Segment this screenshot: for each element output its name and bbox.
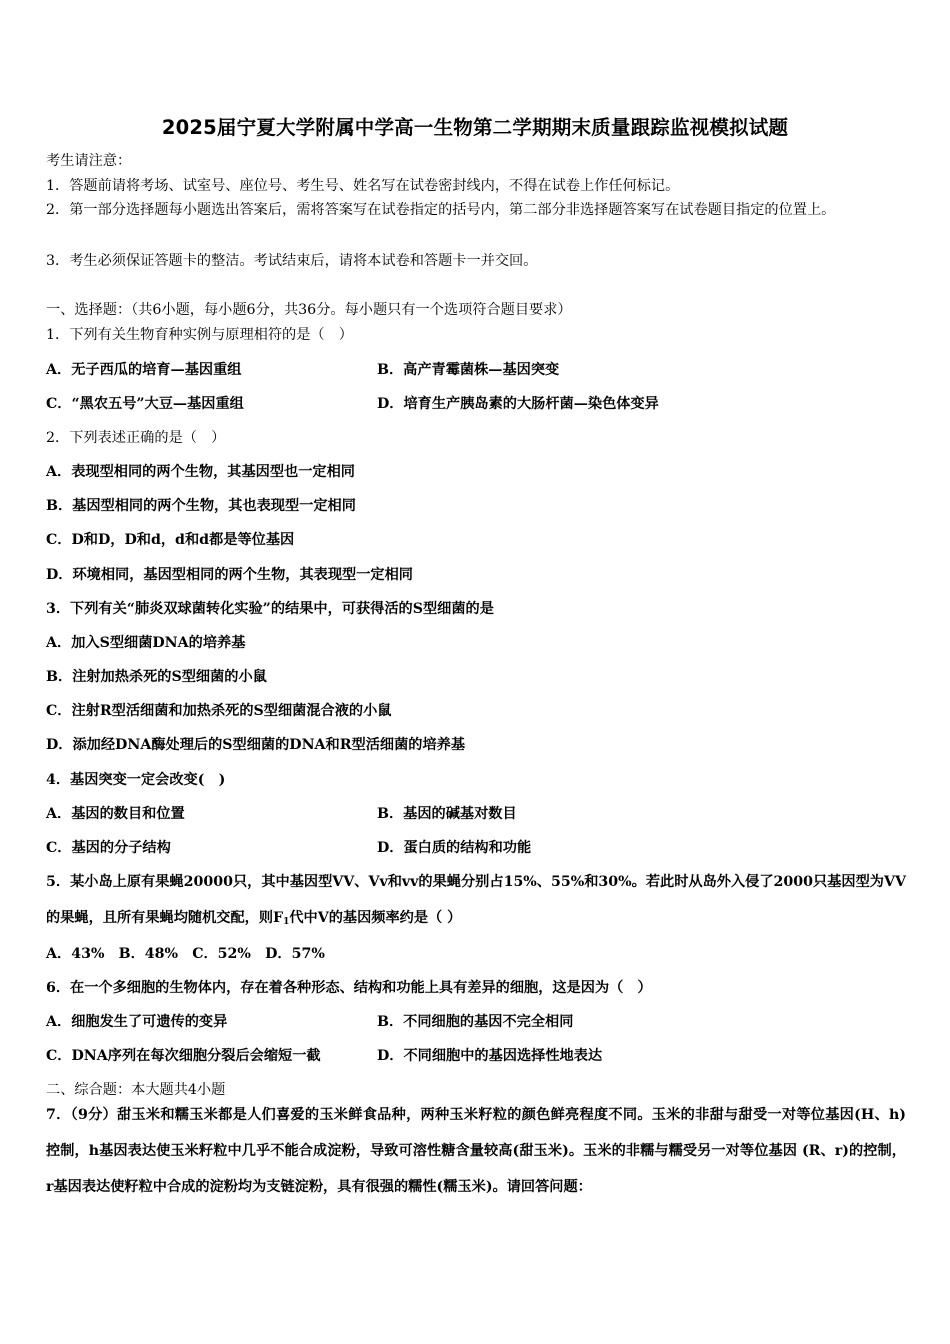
question-2-option-c: C．D和D，D和d，d和d都是等位基因 [46,532,295,548]
section-1-heading: 一、选择题：（共6小题，每小题6分，共36分。每小题只有一个选项符合题目要求） [46,302,572,318]
question-6-option-a: A．细胞发生了可遗传的变异 [46,1014,228,1030]
question-6-stem: 6．在一个多细胞的生物体内，存在着各种形态、结构和功能上具有差异的细胞，这是因为（ ） [46,980,652,996]
question-5-options: A．43% B．48% C．52% D．57% [46,946,325,962]
section-2-heading: 二、综合题：本大题共4小题 [46,1082,226,1098]
question-2-option-a: A．表现型相同的两个生物，其基因型也一定相同 [46,464,355,480]
notice-item-2: 2．第一部分选择题每小题选出答案后，需将答案写在试卷指定的括号内，第二部分非选择题答案写在试卷题目指定的位置上。 [46,202,836,218]
question-6-option-b: B．不同细胞的基因不完全相同 [377,1014,574,1030]
exam-title: 2025届宁夏大学附属中学高一生物第二学期期末质量跟踪监视模拟试题 [161,116,789,139]
question-1-option-a: A．无子西瓜的培育—基因重组 [46,362,242,378]
notice-item-1: 1．答题前请将考场、试室号、座位号、考生号、姓名写在试卷密封线内，不得在试卷上作任何标记。 [46,178,680,194]
question-4-option-c: C．基因的分子结构 [46,840,171,856]
question-3-stem: 3．下列有关“肺炎双球菌转化实验”的结果中，可获得活的S型细菌的是 [46,601,494,617]
question-4-option-d: D．蛋白质的结构和功能 [377,840,532,856]
question-6-option-d: D．不同细胞中的基因选择性地表达 [377,1048,603,1064]
question-1-stem: 1．下列有关生物育种实例与原理相符的是（ ） [46,327,353,343]
question-6-option-c: C．DNA序列在每次细胞分裂后会缩短一截 [46,1048,321,1064]
notice-item-3: 3．考生必须保证答题卡的整洁。考试结束后，请将本试卷和答题卡一并交回。 [46,253,538,269]
question-3-option-b: B．注射加热杀死的S型细菌的小鼠 [46,669,267,685]
question-3-option-a: A．加入S型细菌DNA的培养基 [46,635,246,651]
question-2-option-b: B．基因型相同的两个生物，其也表现型一定相同 [46,498,356,514]
question-1-option-b: B．高产青霉菌株—基因突变 [377,362,560,378]
question-7-text: 7．（9分）甜玉米和糯玉米都是人们喜爱的玉米鲜食品种，两种玉米籽粒的颜色鲜亮程度不同。玉米的非甜与甜受一对等位基因(H、h) 控制，h基因表达使玉米籽粒中几乎不能合成淀粉，导致可溶性糖含量较高(甜玉米)。玉米的非糯与糯受另一对等位基因 (R、r)的控制，r基因表达使籽粒中合成的淀粉均为支链淀粉，具有很强的糯性(糯玉米)。请回答问题： [46,1107,907,1195]
notice-heading: 考生请注意： [46,153,132,169]
question-4-option-a: A．基因的数目和位置 [46,806,185,822]
question-5-stem [46,864,906,940]
question-1-option-d: D．培育生产胰岛素的大肠杆菌—染色体变异 [377,396,659,412]
question-1-option-c: C．“黑农五号”大豆—基因重组 [46,396,244,412]
question-4-stem: 4．基因突变一定会改变( ) [46,772,226,788]
question-3-option-d: D．添加经DNA酶处理后的S型细菌的DNA和R型活细菌的培养基 [46,737,466,753]
question-5-stem-text: 5．某小岛上原有果蝇20000只，其中基因型VV、Vv和vv的果蝇分别占15%、55%和30%。若此时从岛外入侵了2000只基因型为VV的果蝇，且所有果蝇均随机交配，则F [46,874,906,926]
question-4-option-b: B．基因的碱基对数目 [377,806,517,822]
question-5-stem-tail: 代中V的基因频率约是（ ） [289,910,462,926]
question-2-stem: 2．下列表述正确的是（ ） [46,430,226,446]
question-3-option-c: C．注射R型活细菌和加热杀死的S型细菌混合液的小鼠 [46,703,392,719]
question-5-subscript: 1 [283,917,290,927]
question-2-option-d: D．环境相同，基因型相同的两个生物，其表现型一定相同 [46,567,413,583]
